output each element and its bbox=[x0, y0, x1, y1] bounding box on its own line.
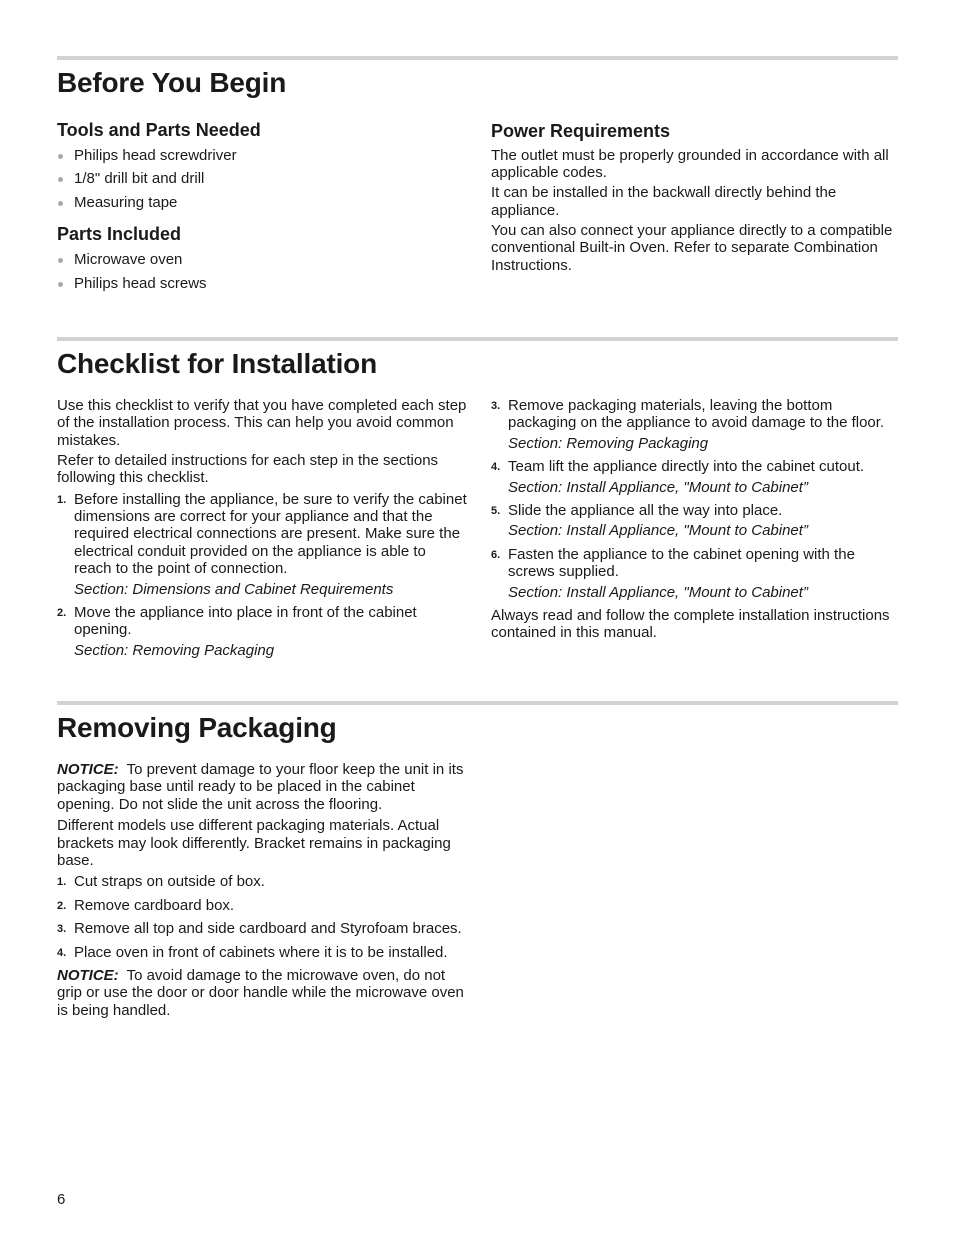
left-column bbox=[57, 119, 467, 298]
list-item: 5. Slide the appliance all the way into place. Section: Install Appliance, "Mount to Cabinet” bbox=[491, 502, 901, 540]
list-item: Philips head screwdriver bbox=[57, 147, 467, 164]
checklist-steps bbox=[491, 397, 901, 601]
list-item: Measuring tape bbox=[57, 194, 467, 211]
section-reference: Section: Dimensions and Cabinet Requirements bbox=[74, 580, 394, 598]
list-item: 2. Remove cardboard box. bbox=[57, 896, 235, 914]
paragraph: Use this checklist to verify that you have completed each step of the installation process. This can help you avoid common mistakes. bbox=[57, 397, 467, 449]
list-item: 1. Before installing the appliance, be sure to verify the cabinet dimensions are correct for your appliance and that the required electrical connections are present. Make sure the electrical conduit provided on the appliance is able to reach to the point of connection. Section: Dimensions and Cabinet Requirements bbox=[57, 490, 467, 598]
section-divider bbox=[57, 56, 898, 60]
section-reference: Section: Install Appliance, "Mount to Cabinet” bbox=[508, 522, 808, 540]
list-item: 2. Move the appliance into place in front of the cabinet opening. Section: Removing Packaging bbox=[57, 604, 467, 659]
list-item: Microwave oven bbox=[57, 251, 467, 268]
section-reference: Section: Install Appliance, "Mount to Cabinet” bbox=[508, 478, 808, 496]
parts-list bbox=[57, 251, 467, 292]
section-divider bbox=[57, 701, 898, 705]
page-number: 6 bbox=[57, 1191, 66, 1208]
bullet-icon bbox=[58, 258, 63, 263]
power-heading: Power Requirements bbox=[491, 121, 671, 141]
section-reference: Section: Install Appliance, "Mount to Cabinet” bbox=[508, 583, 808, 601]
section-reference: Section: Removing Packaging bbox=[74, 641, 275, 659]
notice-paragraph: NOTICE: To avoid damage to the microwave oven, do not grip or use the door or door handle while the microwave oven is being handled. bbox=[57, 967, 464, 1019]
packaging-steps bbox=[57, 873, 467, 961]
parts-heading: Parts Included bbox=[57, 224, 182, 245]
section-reference: Section: Removing Packaging bbox=[508, 434, 709, 452]
paragraph: It can be installed in the backwall directly behind the appliance. bbox=[491, 184, 837, 219]
bullet-icon bbox=[58, 201, 63, 206]
paragraph: Different models use different packaging materials. Actual brackets may look differently. Bracket remains in packaging base. bbox=[57, 817, 451, 870]
right-column bbox=[491, 397, 901, 644]
list-item: 6. Fasten the appliance to the cabinet opening with the screws supplied. Section: Install Appliance, "Mount to Cabinet” bbox=[491, 546, 901, 601]
paragraph: Refer to detailed instructions for each step in the sections following this checklist. bbox=[57, 451, 439, 487]
list-item: 4. Team lift the appliance directly into the cabinet cutout. Section: Install Appliance, "Mount to Cabinet” bbox=[491, 458, 901, 496]
paragraph: You can also connect your appliance directly to a compatible conventional Built-in Oven. Refer to separate Combination Instructions. bbox=[491, 221, 893, 274]
list-item: 1. Cut straps on outside of box. bbox=[57, 873, 265, 891]
bullet-icon bbox=[58, 177, 63, 182]
tools-heading: Tools and Parts Needed bbox=[57, 120, 261, 140]
list-item: 3. Remove packaging materials, leaving the bottom packaging on the appliance to avoid damage to the floor. Section: Removing Packaging bbox=[491, 397, 901, 452]
left-column bbox=[57, 761, 467, 1022]
closing-paragraph: Always read and follow the complete installation instructions contained in this manual. bbox=[491, 607, 890, 642]
checklist-section bbox=[57, 337, 898, 659]
notice-label: NOTICE: bbox=[57, 761, 119, 778]
list-item: 3. Remove all top and side cardboard and Styrofoam braces. bbox=[57, 920, 462, 938]
notice-paragraph: NOTICE: To prevent damage to your floor keep the unit in its packaging base until ready to be placed in the cabinet opening. Do not slide the unit across the flooring. bbox=[57, 761, 464, 813]
section-divider bbox=[57, 337, 898, 341]
removing-packaging-section bbox=[57, 701, 898, 1019]
paragraph: The outlet must be properly grounded in accordance with all applicable codes. bbox=[491, 147, 889, 182]
section-title: Before You Begin bbox=[57, 67, 287, 98]
left-column bbox=[57, 397, 467, 665]
checklist-steps bbox=[57, 491, 467, 660]
list-item: Philips head screws bbox=[57, 275, 467, 292]
bullet-icon bbox=[58, 282, 63, 287]
tools-list bbox=[57, 147, 467, 211]
bullet-icon bbox=[58, 154, 63, 159]
before-you-begin-section bbox=[57, 56, 898, 292]
notice-label: NOTICE: bbox=[57, 967, 119, 985]
section-title: Checklist for Installation bbox=[57, 348, 377, 379]
right-column bbox=[491, 120, 901, 277]
list-item: 4. Place oven in front of cabinets where it is to be installed. bbox=[57, 943, 448, 961]
section-title: Removing Packaging bbox=[57, 712, 337, 743]
list-item: 1/8" drill bit and drill bbox=[57, 170, 467, 187]
